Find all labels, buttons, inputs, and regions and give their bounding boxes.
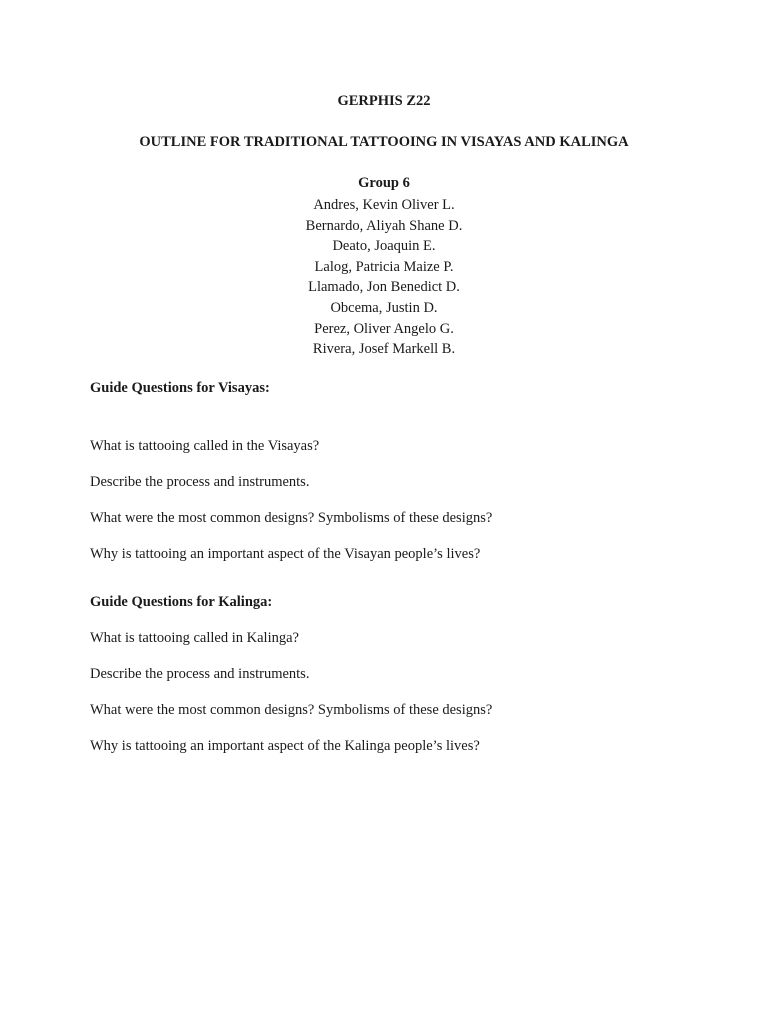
guide-question: Describe the process and instruments. [90,474,310,490]
outline-title: OUTLINE FOR TRADITIONAL TATTOOING IN VISAYAS AND KALINGA [139,134,629,150]
guide-question: Describe the process and instruments. [90,666,310,682]
guide-question: What were the most common designs? Symbolisms of these designs? [90,702,493,718]
group-title: Group 6 [358,175,410,191]
group-member: Perez, Oliver Angelo G. [314,320,454,337]
guide-question: What is tattooing called in the Visayas? [90,438,320,454]
group-member: Obcema, Justin D. [330,299,438,316]
guide-question: What were the most common designs? Symbolisms of these designs? [90,510,493,526]
course-code: GERPHIS Z22 [337,93,431,109]
guide-question: Why is tattooing an important aspect of the Kalinga people’s lives? [90,738,480,754]
kalinga-section-heading: Guide Questions for Kalinga: [90,594,273,610]
group-member: Llamado, Jon Benedict D. [308,279,460,296]
group-member: Andres, Kevin Oliver L. [313,197,455,213]
guide-question: What is tattooing called in Kalinga? [90,630,299,646]
group-member: Lalog, Patricia Maize P. [314,258,454,275]
visayas-question-list [90,437,492,581]
guide-question: Why is tattooing an important aspect of the Visayan people’s lives? [90,546,481,562]
group-member: Bernardo, Aliyah Shane D. [305,217,463,234]
visayas-section-heading: Guide Questions for Visayas: [90,380,270,396]
kalinga-question-list [90,629,492,773]
group-member-list [0,195,768,360]
group-member: Rivera, Josef Markell B. [312,341,456,358]
group-member: Deato, Joaquin E. [332,238,436,255]
